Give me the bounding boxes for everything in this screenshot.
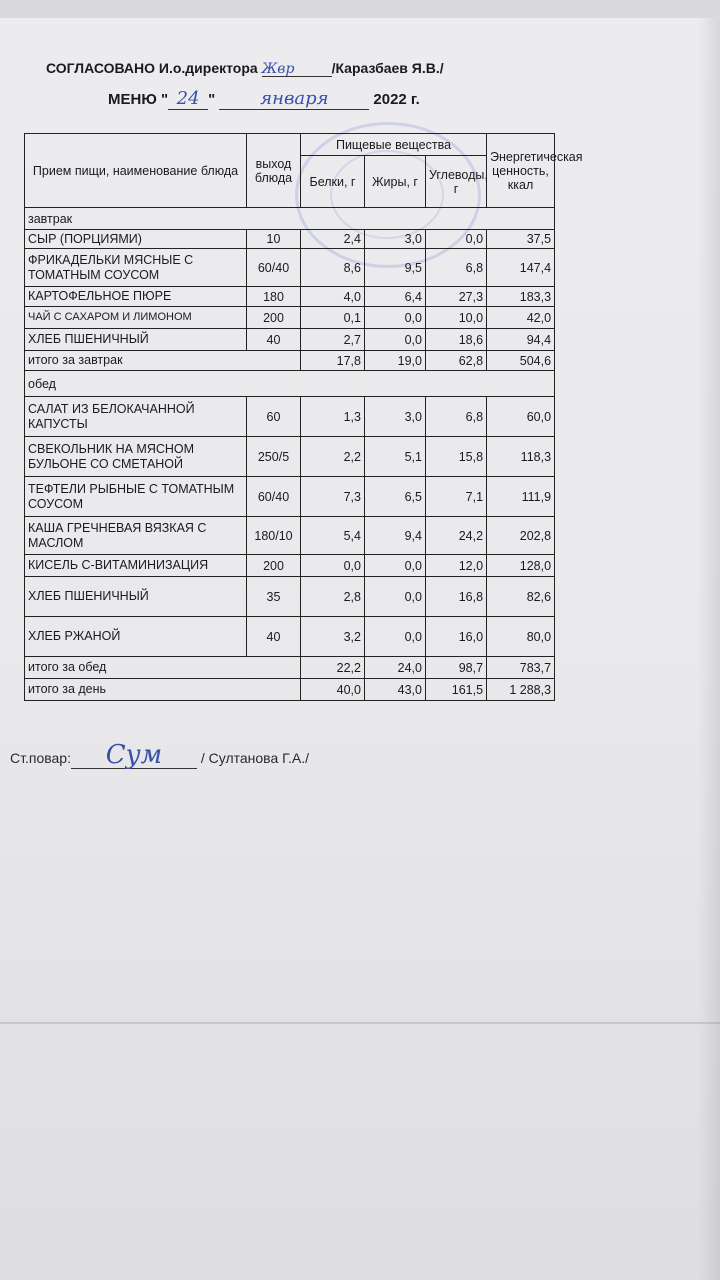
lunch-total-energy: 783,7 xyxy=(487,657,555,679)
menu-date-line xyxy=(108,88,420,110)
breakfast-section-row xyxy=(25,208,555,230)
day-total-carbs: 161,5 xyxy=(426,679,487,701)
dish-carbs: 24,2 xyxy=(426,517,487,555)
table-row xyxy=(25,517,555,555)
menu-day: 24 xyxy=(168,88,208,110)
dish-name: ТЕФТЕЛИ РЫБНЫЕ С ТОМАТНЫМ СОУСОМ xyxy=(25,477,247,517)
lunch-total-fat: 24,0 xyxy=(365,657,426,679)
dish-name: КАША ГРЕЧНЕВАЯ ВЯЗКАЯ С МАСЛОМ xyxy=(25,517,247,555)
dish-protein: 4,0 xyxy=(301,287,365,307)
dish-name: ХЛЕБ ПШЕНИЧНЫЙ xyxy=(25,577,247,617)
dish-protein: 0,0 xyxy=(301,555,365,577)
dish-energy: 37,5 xyxy=(487,230,555,249)
dish-protein: 0,1 xyxy=(301,307,365,329)
dish-carbs: 27,3 xyxy=(426,287,487,307)
dish-fat: 0,0 xyxy=(365,307,426,329)
approved-label: СОГЛАСОВАНО И.о.директора xyxy=(46,60,258,76)
dish-energy: 128,0 xyxy=(487,555,555,577)
dish-protein: 8,6 xyxy=(301,249,365,287)
dish-energy: 111,9 xyxy=(487,477,555,517)
dish-carbs: 7,1 xyxy=(426,477,487,517)
dish-yield: 10 xyxy=(247,230,301,249)
col-carbs-header: Углеводы, г xyxy=(426,156,487,208)
dish-yield: 60/40 xyxy=(247,249,301,287)
table-row xyxy=(25,329,555,351)
dish-fat: 3,0 xyxy=(365,397,426,437)
col-yield-header: выход блюда xyxy=(247,134,301,208)
dish-fat: 9,5 xyxy=(365,249,426,287)
breakfast-total-row xyxy=(25,351,555,371)
director-signature: Жвр xyxy=(261,61,295,77)
dish-fat: 0,0 xyxy=(365,617,426,657)
dish-protein: 7,3 xyxy=(301,477,365,517)
menu-table xyxy=(24,133,583,701)
col-fat-header: Жиры, г xyxy=(365,156,426,208)
dish-yield: 35 xyxy=(247,577,301,617)
dish-energy: 147,4 xyxy=(487,249,555,287)
table-row xyxy=(25,437,555,477)
day-total-fat: 43,0 xyxy=(365,679,426,701)
dish-carbs: 6,8 xyxy=(426,397,487,437)
dish-fat: 9,4 xyxy=(365,517,426,555)
dish-name: ХЛЕБ РЖАНОЙ xyxy=(25,617,247,657)
header-row-1 xyxy=(25,134,555,156)
dish-fat: 0,0 xyxy=(365,577,426,617)
table-row xyxy=(25,477,555,517)
dish-protein: 1,3 xyxy=(301,397,365,437)
lunch-total-carbs: 98,7 xyxy=(426,657,487,679)
dish-yield: 60 xyxy=(247,397,301,437)
dish-name: САЛАТ ИЗ БЕЛОКАЧАННОЙ КАПУСТЫ xyxy=(25,397,247,437)
dish-yield: 250/5 xyxy=(247,437,301,477)
dish-yield: 40 xyxy=(247,329,301,351)
dish-name: ХЛЕБ ПШЕНИЧНЫЙ xyxy=(25,329,247,351)
breakfast-total-label: итого за завтрак xyxy=(25,351,301,371)
day-total-energy: 1 288,3 xyxy=(487,679,555,701)
dish-protein: 2,8 xyxy=(301,577,365,617)
menu-label: МЕНЮ " xyxy=(108,91,169,108)
breakfast-title: завтрак xyxy=(25,208,555,230)
col-energy-header: Энергетическая ценность, ккал xyxy=(487,134,555,208)
day-total-protein: 40,0 xyxy=(301,679,365,701)
dish-carbs: 18,6 xyxy=(426,329,487,351)
menu-year: 2022 г. xyxy=(373,91,420,108)
director-signature-line xyxy=(262,60,332,77)
dish-yield: 40 xyxy=(247,617,301,657)
dish-energy: 202,8 xyxy=(487,517,555,555)
director-name: /Каразбаев Я.В./ xyxy=(331,60,444,76)
lunch-section-row xyxy=(25,371,555,397)
table-row xyxy=(25,230,555,249)
dish-name: СЫР (ПОРЦИЯМИ) xyxy=(25,230,247,249)
dish-name: ФРИКАДЕЛЬКИ МЯСНЫЕ С ТОМАТНЫМ СОУСОМ xyxy=(25,249,247,287)
dish-carbs: 10,0 xyxy=(426,307,487,329)
dish-carbs: 0,0 xyxy=(426,230,487,249)
dish-yield: 60/40 xyxy=(247,477,301,517)
dish-protein: 3,2 xyxy=(301,617,365,657)
lunch-total-protein: 22,2 xyxy=(301,657,365,679)
dish-name: КАРТОФЕЛЬНОЕ ПЮРЕ xyxy=(25,287,247,307)
cook-signature-line xyxy=(10,740,310,770)
breakfast-total-fat: 19,0 xyxy=(365,351,426,371)
dish-protein: 2,7 xyxy=(301,329,365,351)
table-row xyxy=(25,287,555,307)
approval-line xyxy=(46,60,444,77)
dish-energy: 60,0 xyxy=(487,397,555,437)
breakfast-total-carbs: 62,8 xyxy=(426,351,487,371)
dish-name: ЧАЙ С САХАРОМ И ЛИМОНОМ xyxy=(25,307,247,329)
lunch-title: обед xyxy=(25,371,555,397)
table-row xyxy=(25,577,555,617)
dish-energy: 183,3 xyxy=(487,287,555,307)
dish-fat: 6,4 xyxy=(365,287,426,307)
dish-yield: 180 xyxy=(247,287,301,307)
table-row xyxy=(25,397,555,437)
table-row xyxy=(25,617,555,657)
dish-fat: 6,5 xyxy=(365,477,426,517)
dish-energy: 118,3 xyxy=(487,437,555,477)
dish-yield: 200 xyxy=(247,555,301,577)
dish-carbs: 16,0 xyxy=(426,617,487,657)
dish-yield: 200 xyxy=(247,307,301,329)
dish-energy: 94,4 xyxy=(487,329,555,351)
dish-protein: 2,2 xyxy=(301,437,365,477)
dish-carbs: 16,8 xyxy=(426,577,487,617)
col-nutrients-header: Пищевые вещества xyxy=(301,134,487,156)
dish-carbs: 6,8 xyxy=(426,249,487,287)
dish-name: КИСЕЛЬ С-ВИТАМИНИЗАЦИЯ xyxy=(25,555,247,577)
col-dish-header: Прием пищи, наименование блюда xyxy=(25,134,247,208)
breakfast-total-energy: 504,6 xyxy=(487,351,555,371)
dish-energy: 82,6 xyxy=(487,577,555,617)
menu-month: января xyxy=(219,88,369,110)
cook-signature: Сум xyxy=(71,750,197,769)
menu-quote-close: " xyxy=(208,91,216,108)
cook-label: Ст.повар: xyxy=(10,750,71,766)
dish-fat: 0,0 xyxy=(365,329,426,351)
table-row xyxy=(25,555,555,577)
lunch-total-label: итого за обед xyxy=(25,657,301,679)
dish-energy: 42,0 xyxy=(487,307,555,329)
dish-carbs: 12,0 xyxy=(426,555,487,577)
breakfast-total-protein: 17,8 xyxy=(301,351,365,371)
table-row xyxy=(25,307,555,329)
day-total-label: итого за день xyxy=(25,679,301,701)
paper-edge-shadow xyxy=(698,18,720,1280)
lunch-total-row xyxy=(25,657,555,679)
dish-protein: 5,4 xyxy=(301,517,365,555)
dish-fat: 5,1 xyxy=(365,437,426,477)
cook-name: / Султанова Г.А./ xyxy=(200,750,310,766)
dish-carbs: 15,8 xyxy=(426,437,487,477)
dish-yield: 180/10 xyxy=(247,517,301,555)
col-protein-header: Белки, г xyxy=(301,156,365,208)
table-row xyxy=(25,249,555,287)
dish-energy: 80,0 xyxy=(487,617,555,657)
dish-fat: 0,0 xyxy=(365,555,426,577)
dish-name: СВЕКОЛЬНИК НА МЯСНОМ БУЛЬОНЕ СО СМЕТАНОЙ xyxy=(25,437,247,477)
dish-fat: 3,0 xyxy=(365,230,426,249)
day-total-row xyxy=(25,679,555,701)
dish-protein: 2,4 xyxy=(301,230,365,249)
paper-fold xyxy=(0,1022,720,1024)
